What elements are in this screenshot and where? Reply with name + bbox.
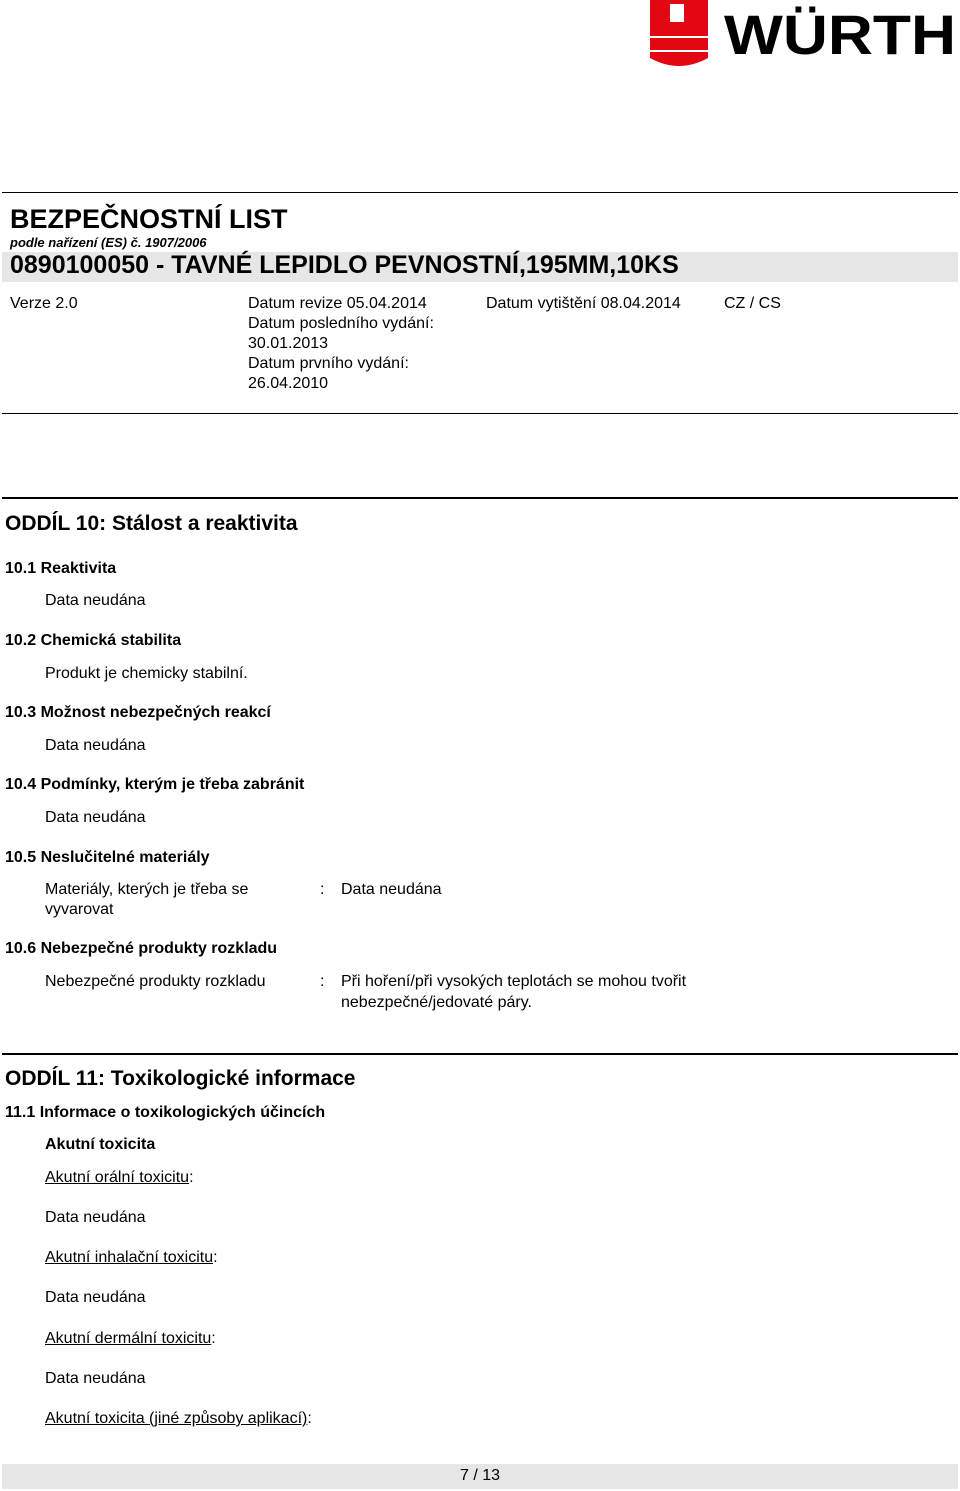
incompatible-materials-value: Data neudána [341,881,442,898]
acute-inhalation-toxicity-colon: : [213,1249,218,1266]
decomposition-products-label: Nebezpečné produkty rozkladu [45,973,266,990]
subsection-10-5-title: 10.5 Neslučitelné materiály [5,849,210,866]
decomposition-products-colon: : [320,973,325,990]
subsection-10-3-title: 10.3 Možnost nebezpečných reakcí [5,704,271,721]
acute-dermal-toxicity-label: Akutní dermální toxicitu [45,1330,212,1347]
product-title: 0890100050 - TAVNÉ LEPIDLO PEVNOSTNÍ,195MM,10KS [10,251,679,279]
version: Verze 2.0 [10,295,78,312]
wurth-logo [648,0,960,70]
revision-date: Datum revize 05.04.2014 [248,295,427,312]
acute-oral-toxicity-label: Akutní orální toxicitu [45,1169,190,1186]
acute-oral-toxicity-colon: : [189,1169,194,1186]
section-10-rule [2,497,958,499]
acute-inhalation-toxicity-label: Akutní inhalační toxicitu [45,1249,214,1266]
acute-dermal-toxicity-value: Data neudána [45,1370,146,1387]
acute-inhalation-toxicity-value: Data neudána [45,1289,146,1306]
subsection-10-3-text: Data neudána [45,737,146,754]
subsection-10-4-title: 10.4 Podmínky, kterým je třeba zabránit [5,776,305,793]
subsection-10-4-text: Data neudána [45,809,146,826]
brand-wordmark: WÜRTH [724,3,956,66]
subsection-10-1-text: Data neudána [45,592,146,609]
acute-oral-toxicity-value: Data neudána [45,1209,146,1226]
section-11-rule [2,1053,958,1055]
first-issue-date: 26.04.2010 [248,375,329,392]
last-issue-label: Datum posledního vydání: [248,315,434,332]
section-11-title: ODDÍL 11: Toxikologické informace [5,1067,356,1090]
header-top-rule [2,192,958,193]
last-issue-date: 30.01.2013 [248,335,329,352]
language-code: CZ / CS [724,295,781,312]
header-bottom-rule [2,413,958,414]
subsection-10-1-title: 10.1 Reaktivita [5,560,117,577]
acute-inhalation-toxicity [45,1249,218,1267]
section-10-title: ODDÍL 10: Stálost a reaktivita [5,512,298,535]
subsection-10-2-text: Produkt je chemicky stabilní. [45,665,248,682]
decomposition-products-value-line2: nebezpečné/jedovaté páry. [341,994,532,1011]
acute-toxicity-other-label: Akutní toxicita (jiné způsoby aplikací) [45,1410,308,1427]
acute-toxicity-heading: Akutní toxicita [45,1136,156,1153]
acute-toxicity-other [45,1410,312,1428]
document-regulation: podle nařízení (ES) č. 1907/2006 [10,235,207,250]
subsection-10-2-title: 10.2 Chemická stabilita [5,632,182,649]
subsection-11-1-title: 11.1 Informace o toxikologických účincích [5,1104,326,1121]
wurth-emblem [650,0,708,66]
print-date: Datum vytištění 08.04.2014 [486,295,681,312]
decomposition-products-value-line1: Při hoření/při vysokých teplotách se mohou tvořit [341,973,687,990]
incompatible-materials-label-line2: vyvarovat [45,901,114,918]
page-number: 7 / 13 [459,1467,501,1484]
incompatible-materials-label-line1: Materiály, kterých je třeba se [45,881,249,898]
incompatible-materials-colon: : [320,881,325,898]
subsection-10-6-title: 10.6 Nebezpečné produkty rozkladu [5,940,278,957]
acute-oral-toxicity [45,1169,194,1187]
acute-dermal-toxicity [45,1330,216,1348]
acute-toxicity-other-colon: : [307,1410,312,1427]
acute-dermal-toxicity-colon: : [211,1330,216,1347]
first-issue-label: Datum prvního vydání: [248,355,409,372]
document-title: BEZPEČNOSTNÍ LIST [10,204,288,234]
